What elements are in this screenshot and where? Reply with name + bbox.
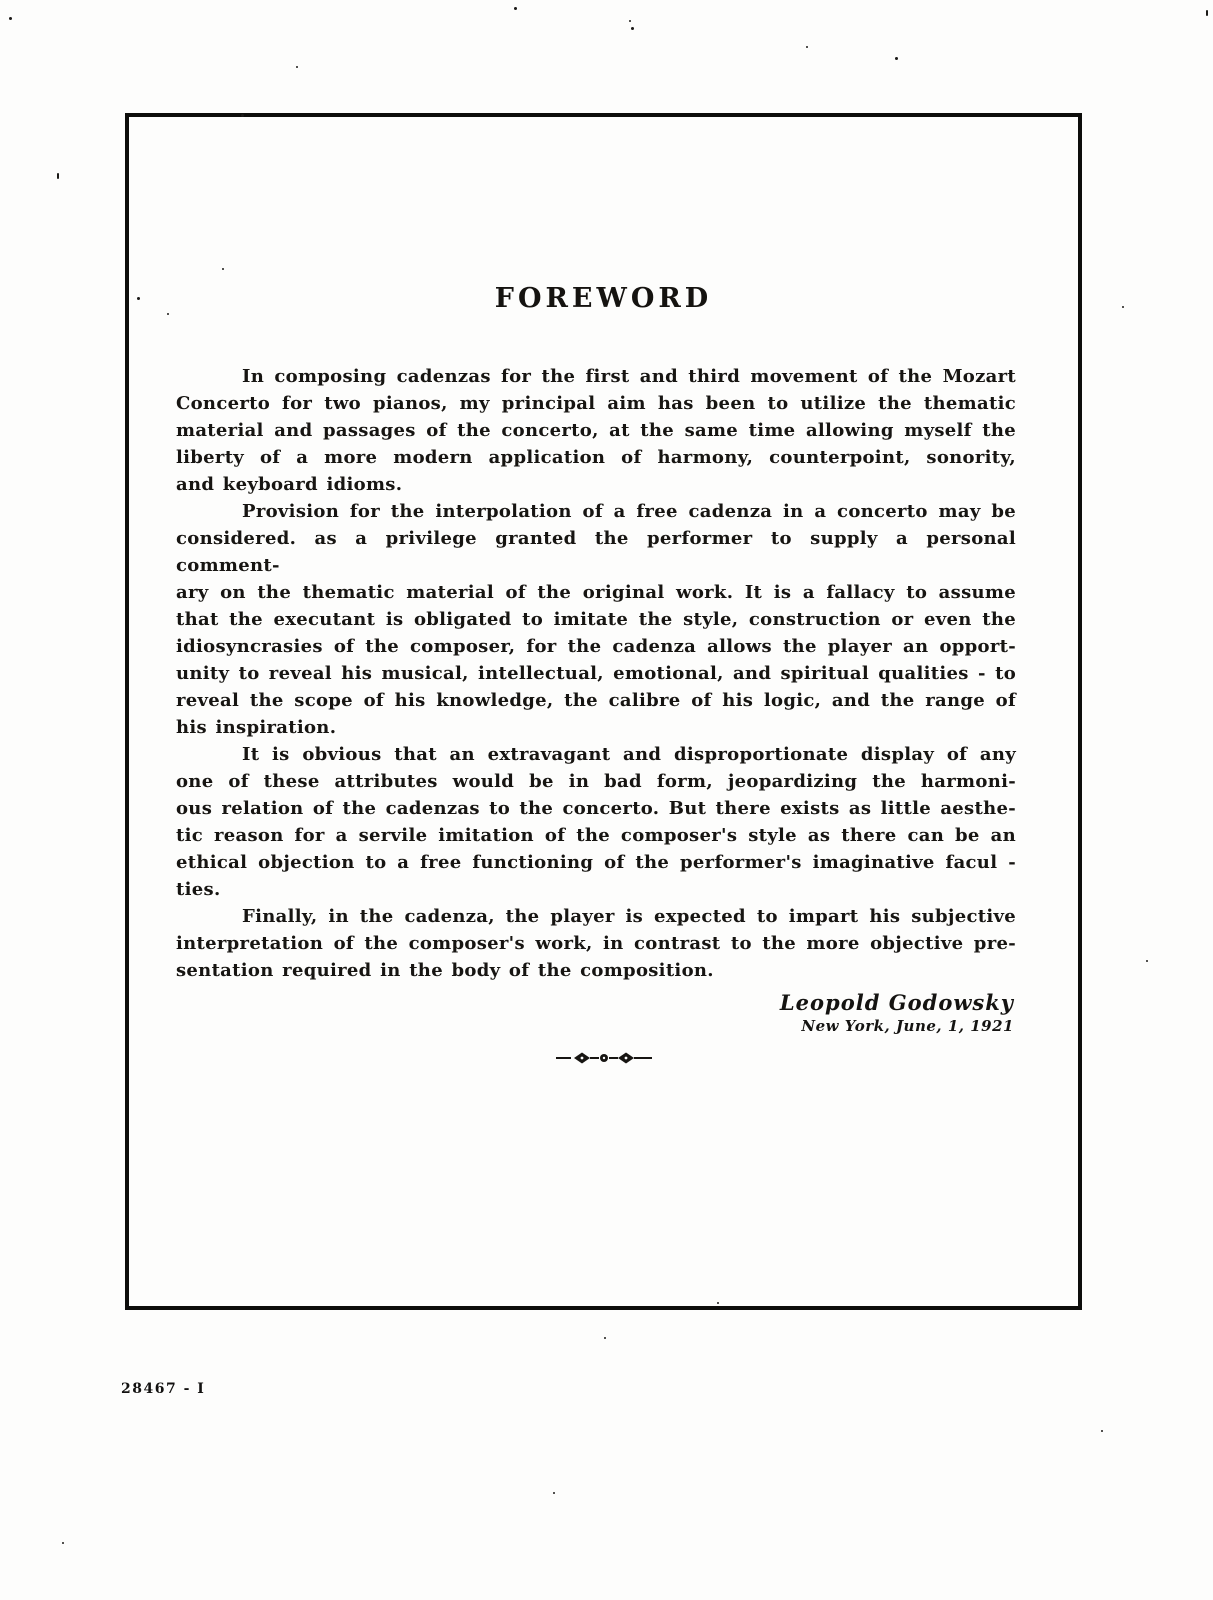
- diamond-divider-icon: [554, 1051, 654, 1065]
- text-line: tic reason for a servile imitation of the composer's style as there can be an: [176, 825, 1016, 846]
- text-line: Provision for the interpolation of a free cadenza in a concerto may be: [242, 501, 1016, 522]
- paragraph: [176, 903, 1016, 984]
- text-line: It is obvious that an extravagant and disproportionate display of any: [242, 744, 1016, 765]
- text-line: one of these attributes would be in bad form, jeopardizing the harmoni-: [176, 771, 1016, 792]
- text-line: his inspiration.: [176, 717, 337, 738]
- text-line: ary on the thematic material of the original work. It is a fallacy to assume: [176, 582, 1016, 603]
- text-line: unity to reveal his musical, intellectual, emotional, and spiritual qualities - to: [176, 663, 1016, 684]
- text-line: In composing cadenzas for the first and third movement of the Mozart: [242, 366, 1016, 387]
- paragraph: [176, 741, 1016, 903]
- text-line: sentation required in the body of the composition.: [176, 960, 714, 981]
- text-block: [176, 363, 1016, 1036]
- text-line: ties.: [176, 879, 221, 900]
- text-line: that the executant is obligated to imitate the style, construction or even the: [176, 609, 1016, 630]
- text-line: reveal the scope of his knowledge, the calibre of his logic, and the range of: [176, 690, 1016, 711]
- plate-number: 28467 - I: [121, 1381, 206, 1397]
- text-line: ous relation of the cadenzas to the concerto. But there exists as little aesthe-: [176, 798, 1016, 819]
- signature-dateline: New York, June, 1, 1921: [801, 1017, 1014, 1035]
- signature-name: Leopold Godowsky: [779, 990, 1014, 1015]
- text-line: and keyboard idioms.: [176, 474, 403, 495]
- text-line: idiosyncrasies of the composer, for the cadenza allows the player an opport-: [176, 636, 1016, 657]
- page-border-frame: [125, 113, 1082, 1310]
- text-line: Finally, in the cadenza, the player is expected to impart his subjective: [242, 906, 1016, 927]
- text-line: liberty of a more modern application of harmony, counterpoint, sonority,: [176, 447, 1016, 468]
- paragraph: [176, 498, 1016, 741]
- signature-block: [176, 990, 1016, 1036]
- paragraph: [176, 363, 1016, 498]
- divider-ornament: [129, 1050, 1078, 1069]
- text-line: Concerto for two pianos, my principal aim has been to utilize the thematic: [176, 393, 1016, 414]
- text-line: ethical objection to a free functioning of the performer's imaginative facul -: [176, 852, 1016, 873]
- text-line: material and passages of the concerto, at the same time allowing myself the: [176, 420, 1016, 441]
- page-title: FOREWORD: [494, 283, 713, 314]
- text-line: interpretation of the composer's work, in contrast to the more objective pre-: [176, 933, 1016, 954]
- text-line: considered. as a privilege granted the performer to supply a personal comment-: [176, 528, 1016, 576]
